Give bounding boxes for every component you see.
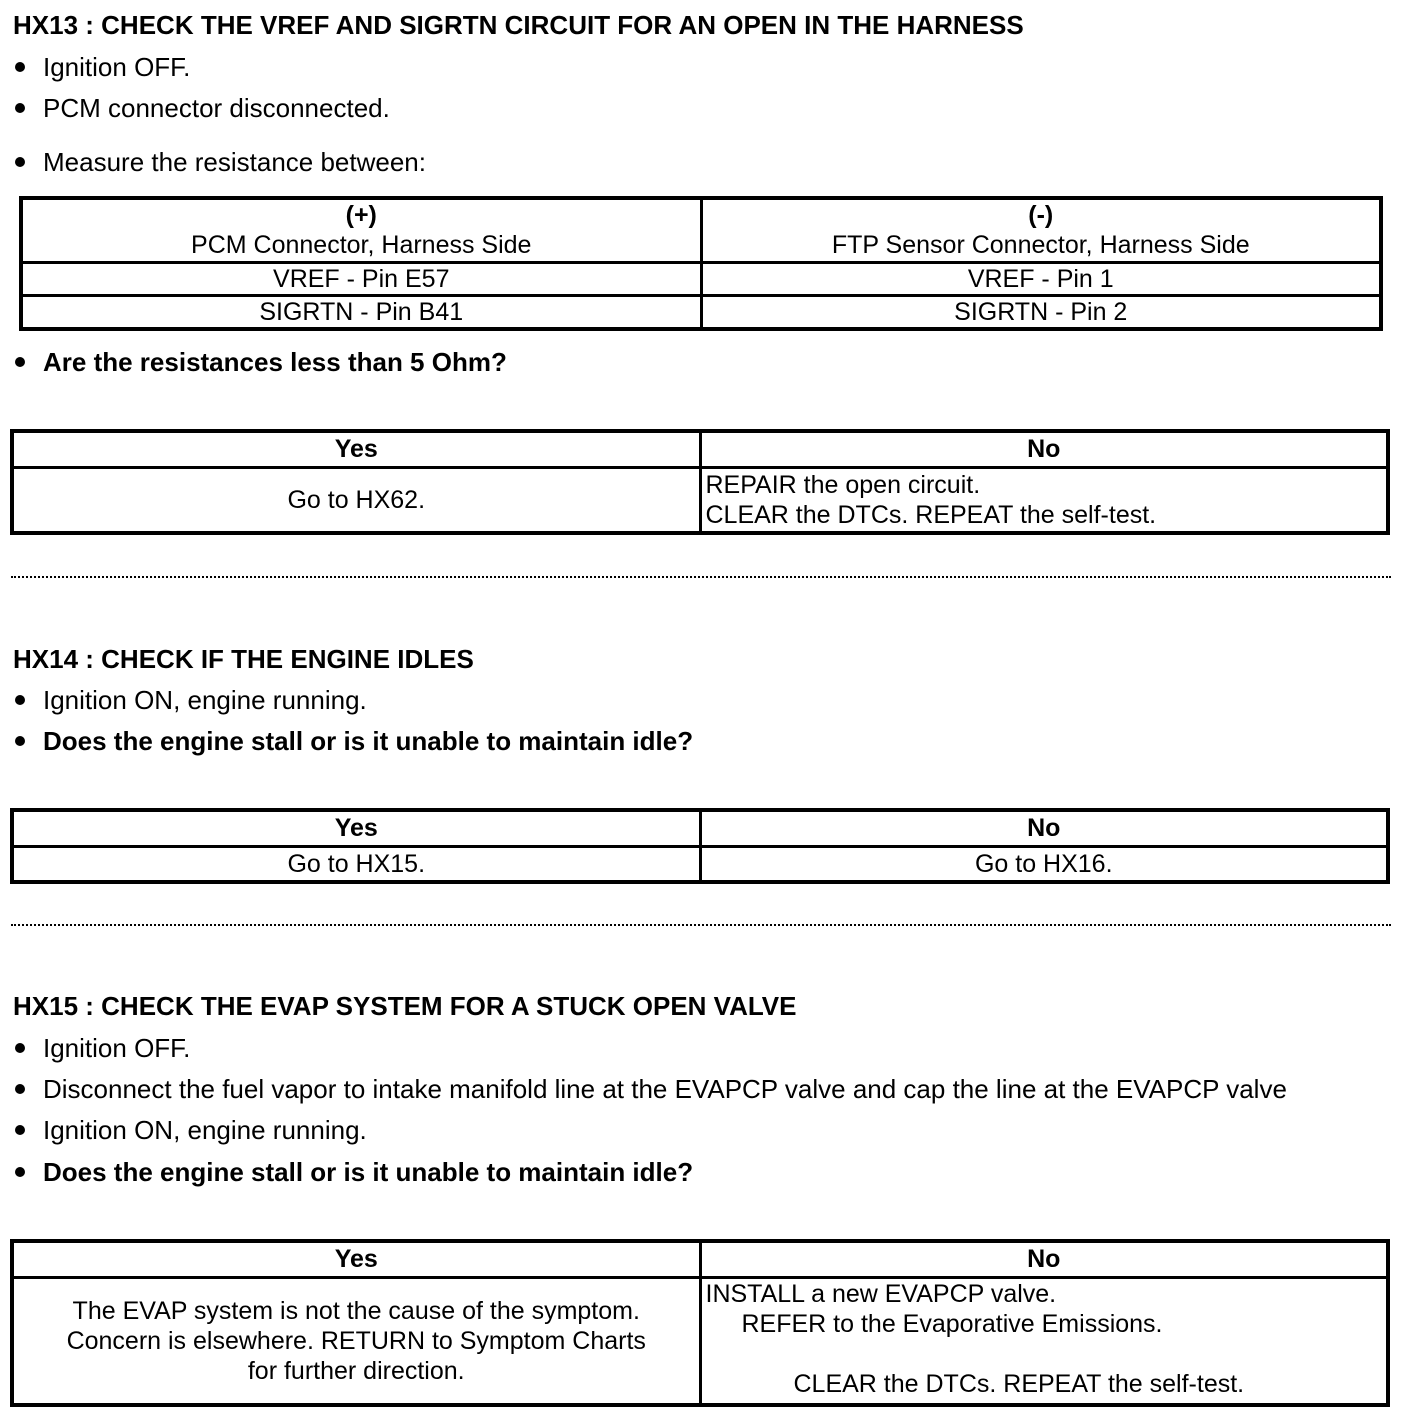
table-row <box>21 295 1381 329</box>
section-heading-hx14: HX14 : CHECK IF THE ENGINE IDLES <box>13 644 474 674</box>
bullet-text: Ignition OFF. <box>43 52 191 82</box>
cell-line: REPAIR the open circuit. <box>705 470 981 499</box>
section-divider <box>11 924 1391 926</box>
bullet-dot-icon <box>15 1167 25 1177</box>
question-text: Are the resistances less than 5 Ohm? <box>43 347 507 377</box>
section-heading-hx15: HX15 : CHECK THE EVAP SYSTEM FOR A STUCK OPEN VALVE <box>13 991 797 1021</box>
section-divider <box>11 576 1391 578</box>
bullet-text: Ignition ON, engine running. <box>43 685 367 715</box>
answer-table <box>10 1239 1390 1407</box>
bullet-text: Ignition ON, engine running. <box>43 1115 367 1145</box>
bullet-item <box>13 1115 367 1145</box>
table-row <box>12 1277 1388 1405</box>
bullet-dot-icon <box>15 1084 25 1094</box>
yes-cell <box>12 1277 700 1405</box>
table-header-row <box>12 431 1388 467</box>
yes-cell: Go to HX15. <box>12 846 700 882</box>
no-cell <box>700 1277 1388 1405</box>
bullet-dot-icon <box>15 357 25 367</box>
negative-symbol: (-) <box>1028 201 1054 230</box>
cell-line: for further direction. <box>247 1356 465 1385</box>
question-item <box>13 726 693 756</box>
table-row <box>21 262 1381 295</box>
bullet-text: PCM connector disconnected. <box>43 93 390 123</box>
bullet-text: Measure the resistance between: <box>43 147 426 177</box>
answer-table <box>10 808 1390 884</box>
bullet-text: Ignition OFF. <box>43 1033 191 1063</box>
bullet-dot-icon <box>15 736 25 746</box>
bullet-text: Disconnect the fuel vapor to intake manifold line at the EVAPCP valve and cap the line at the EVAPCP valve <box>43 1074 1287 1104</box>
bullet-item <box>13 1033 190 1063</box>
bullet-item <box>13 52 190 82</box>
no-cell <box>700 467 1388 533</box>
bullet-item <box>13 93 390 123</box>
measurement-table <box>19 196 1383 331</box>
positive-symbol: (+) <box>345 201 377 230</box>
section-heading-hx13: HX13 : CHECK THE VREF AND SIGRTN CIRCUIT FOR AN OPEN IN THE HARNESS <box>13 10 1024 40</box>
cell-line: REFER to the Evaporative Emissions. <box>741 1309 1163 1338</box>
bullet-dot-icon <box>15 157 25 167</box>
bullet-item <box>13 685 367 715</box>
table-cell: VREF - Pin 1 <box>701 262 1381 295</box>
question-item <box>13 347 507 377</box>
table-row <box>12 467 1388 533</box>
table-header-row <box>21 198 1381 262</box>
bullet-dot-icon <box>15 1125 25 1135</box>
table-header-row <box>12 1241 1388 1277</box>
yes-cell: Go to HX62. <box>12 467 700 533</box>
question-text: Does the engine stall or is it unable to maintain idle? <box>43 726 694 756</box>
no-cell: Go to HX16. <box>700 846 1388 882</box>
no-header: No <box>700 1241 1388 1277</box>
cell-line: INSTALL a new EVAPCP valve. <box>705 1279 1057 1308</box>
table-row <box>12 846 1388 882</box>
yes-header: Yes <box>12 431 700 467</box>
bullet-dot-icon <box>15 1043 25 1053</box>
table-cell: SIGRTN - Pin B41 <box>21 295 701 329</box>
cell-line: CLEAR the DTCs. REPEAT the self-test. <box>705 500 1157 529</box>
bullet-dot-icon <box>15 695 25 705</box>
yes-header: Yes <box>12 810 700 846</box>
bullet-dot-icon <box>15 62 25 72</box>
column-header: PCM Connector, Harness Side <box>191 231 532 260</box>
bullet-item <box>13 147 426 177</box>
table-header-cell <box>701 198 1381 262</box>
cell-line: CLEAR the DTCs. REPEAT the self-test. <box>793 1369 1245 1398</box>
answer-table <box>10 429 1390 535</box>
table-cell: VREF - Pin E57 <box>21 262 701 295</box>
table-cell: SIGRTN - Pin 2 <box>701 295 1381 329</box>
table-header-row <box>12 810 1388 846</box>
question-text: Does the engine stall or is it unable to maintain idle? <box>43 1157 694 1187</box>
no-header: No <box>700 431 1388 467</box>
bullet-item <box>13 1074 1287 1104</box>
cell-line: Concern is elsewhere. RETURN to Symptom Charts <box>66 1326 646 1355</box>
no-header: No <box>700 810 1388 846</box>
cell-line: The EVAP system is not the cause of the symptom. <box>72 1296 640 1325</box>
table-header-cell <box>21 198 701 262</box>
yes-header: Yes <box>12 1241 700 1277</box>
bullet-dot-icon <box>15 103 25 113</box>
question-item <box>13 1157 693 1187</box>
column-header: FTP Sensor Connector, Harness Side <box>831 231 1250 260</box>
